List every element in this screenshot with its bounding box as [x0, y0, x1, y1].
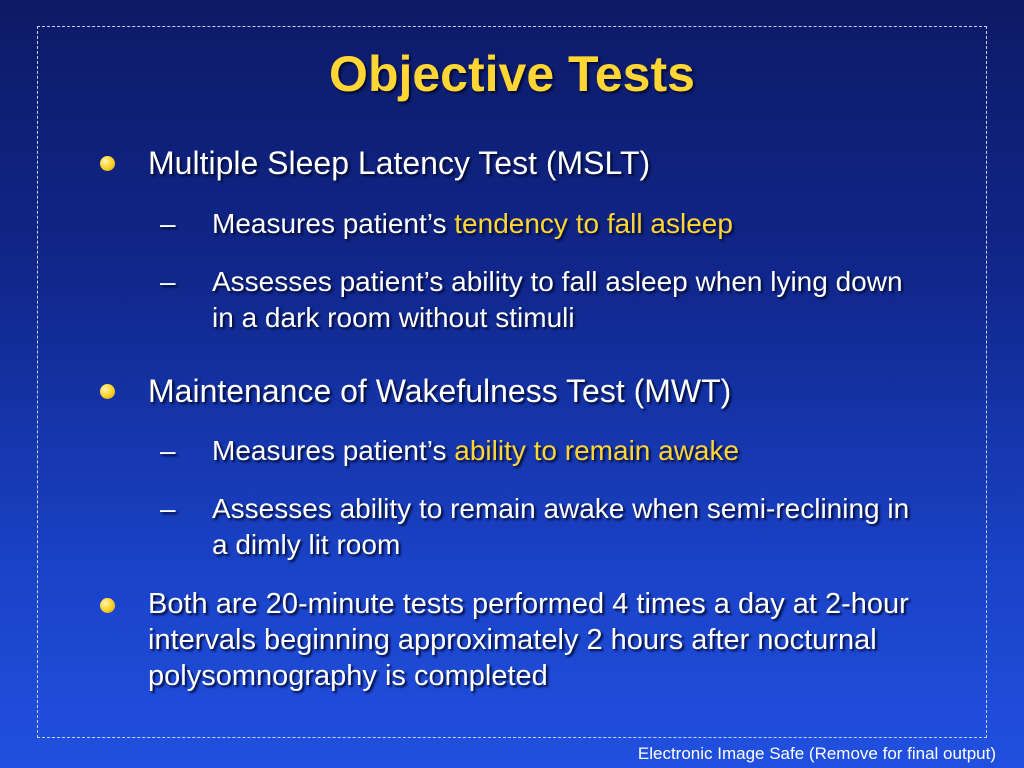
bullet-dot-icon — [100, 384, 115, 399]
sub-bullet-mwt-assesses: Assesses ability to remain awake when semi-reclining in a dimly lit room — [212, 493, 910, 560]
bullet-both-tests: Both are 20-minute tests performed 4 times a day at 2-hour intervals beginning approximately 2 hours after nocturnal polysomnography is completed — [148, 588, 909, 692]
slide-title: Objective Tests — [329, 46, 695, 102]
sub-bullet-mwt-measures — [212, 433, 932, 469]
sub-bullet-mslt-assesses: Assesses patient’s ability to fall asleep when lying down in a dark room without stimuli — [212, 266, 903, 333]
sub-bullet-prefix: Measures patient’s — [212, 208, 455, 239]
dash-glyph: – — [160, 493, 176, 524]
dash-glyph: – — [160, 266, 176, 297]
image-safe-footer-note: Electronic Image Safe (Remove for final output) — [637, 744, 996, 763]
bullet-mwt: Maintenance of Wakefulness Test (MWT) — [148, 373, 732, 409]
bullet-dot-icon — [100, 156, 115, 171]
dash-glyph: – — [160, 208, 176, 239]
highlighted-phrase: tendency to fall asleep — [454, 208, 733, 239]
highlighted-phrase: ability to remain awake — [454, 435, 740, 466]
sub-bullet-prefix: Measures patient’s — [212, 435, 455, 466]
dash-glyph: – — [160, 435, 176, 466]
bullet-dot-icon — [100, 598, 115, 613]
bullet-mslt: Multiple Sleep Latency Test (MSLT) — [148, 145, 651, 181]
sub-bullet-mslt-measures — [212, 206, 932, 242]
